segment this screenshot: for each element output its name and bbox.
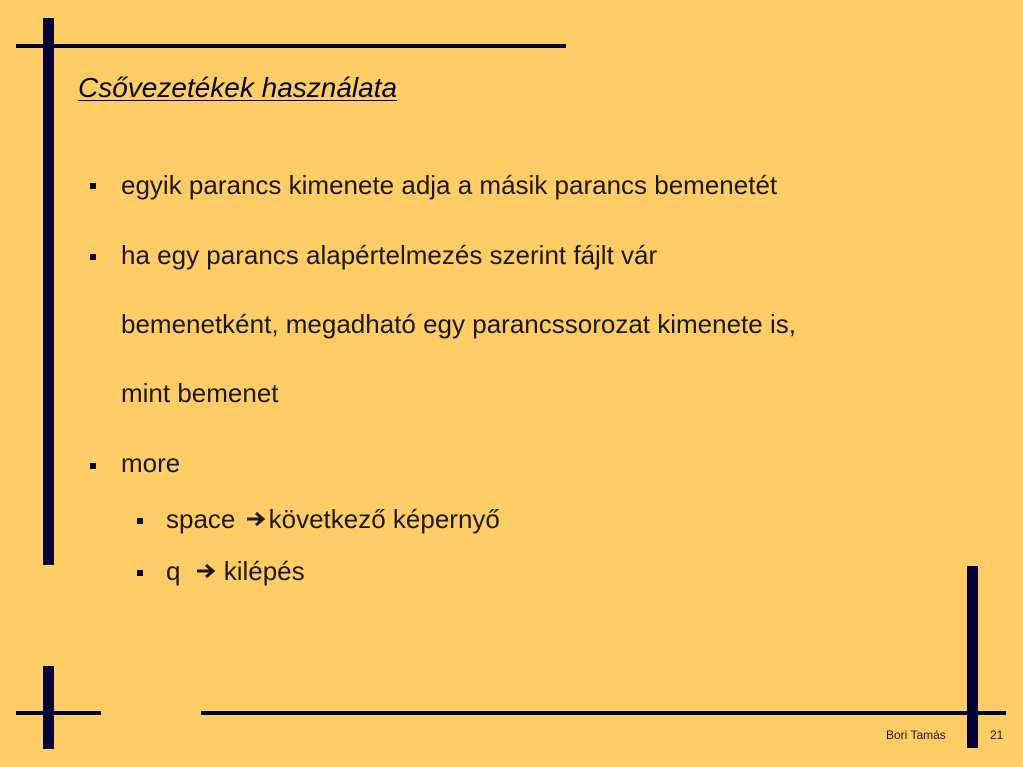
bottom-left-vertical-rule (43, 666, 54, 749)
footer-author: Bori Tamás (886, 728, 946, 742)
bullet-text-default-input-line-1: ha egy parancs alapértelmezés szerint fájlt vár (121, 240, 658, 270)
sub-bullet-action: kilépés (223, 556, 305, 586)
sub-bullet-marker (137, 570, 143, 576)
bullet-text-default-input-line-2: bemenetként, megadható egy parancssorozat kimenete is, (121, 309, 796, 339)
sub-bullet-q (166, 556, 305, 586)
bottom-right-vertical-rule (967, 566, 978, 748)
sub-bullet-marker (137, 518, 143, 524)
footer-page-number: 21 (990, 728, 1004, 742)
sub-bullet-key: q (166, 556, 181, 586)
bullet-text-pipe-definition: egyik parancs kimenete adja a másik parancs bemenetét (121, 170, 778, 200)
sub-bullet-space (166, 504, 500, 534)
arrow-right-icon (196, 563, 216, 579)
top-horizontal-rule (16, 44, 566, 48)
bullet-marker (90, 183, 96, 189)
sub-bullet-action: következő képernyő (268, 504, 500, 534)
bullet-marker (90, 463, 96, 469)
top-left-vertical-rule (43, 18, 54, 565)
arrow-right-icon (246, 511, 266, 527)
slide-title: Csővezetékek használata (78, 72, 398, 103)
bottom-horizontal-rule (201, 711, 1006, 715)
bullet-text-default-input-line-3: mint bemenet (121, 378, 279, 408)
bottom-left-horizontal-rule (16, 711, 101, 715)
sub-bullet-key: space (166, 504, 236, 534)
bullet-text-more: more (121, 448, 181, 478)
bullet-marker (90, 254, 96, 260)
